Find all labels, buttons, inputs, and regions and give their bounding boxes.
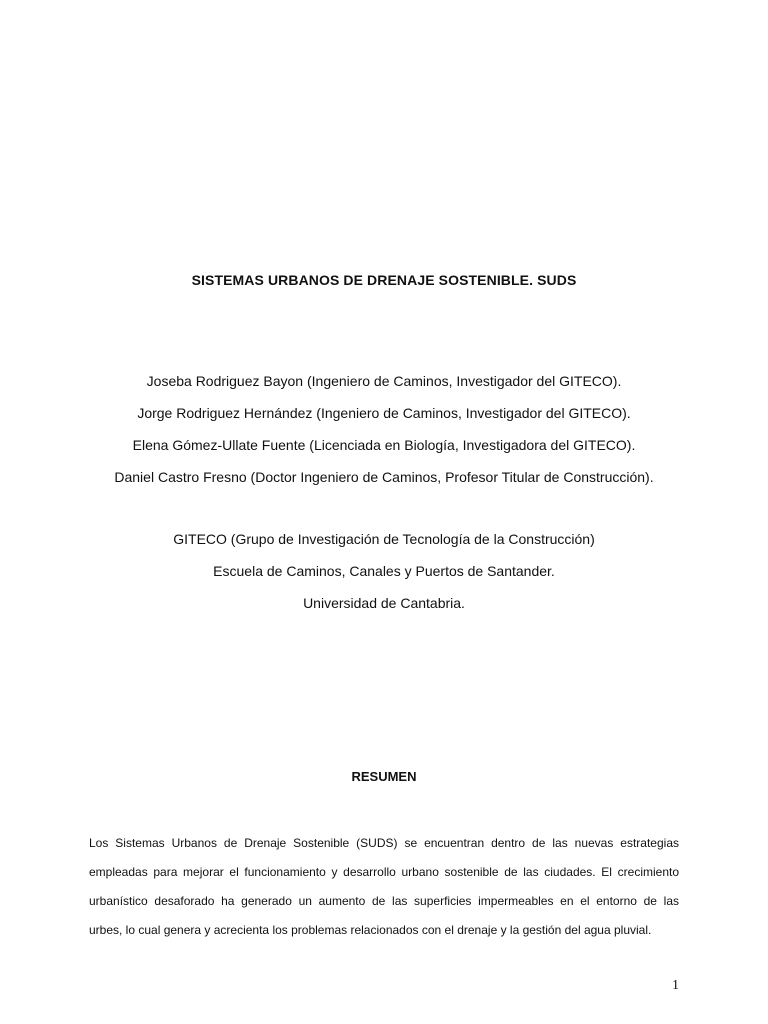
abstract-line: urbanístico desaforado ha generado un aumento de las superficies impermeables en el entorno de las <box>89 894 679 908</box>
author-line: Joseba Rodriguez Bayon (Ingeniero de Caminos, Investigador del GITECO). <box>146 373 622 389</box>
abstract-line: Los Sistemas Urbanos de Drenaje Sostenible (SUDS) se encuentran dentro de las nuevas estrategias <box>89 836 679 850</box>
author-line: Jorge Rodriguez Hernández (Ingeniero de Caminos, Investigador del GITECO). <box>137 405 631 421</box>
author-list <box>0 372 768 500</box>
abstract-text <box>89 829 679 945</box>
affiliation-line: Escuela de Caminos, Canales y Puertos de Santander. <box>213 563 555 579</box>
abstract-line: urbes, lo cual genera y acrecienta los problemas relacionados con el drenaje y la gestión del agua pluvial. <box>89 923 652 937</box>
paper-title: SISTEMAS URBANOS DE DRENAJE SOSTENIBLE. SUDS <box>191 272 577 288</box>
page-number: 1 <box>672 978 679 993</box>
author-line: Daniel Castro Fresno (Doctor Ingeniero de Caminos, Profesor Titular de Construcción). <box>114 469 654 485</box>
abstract-line: empleadas para mejorar el funcionamiento y desarrollo urbano sostenible de las ciudades. El crecimiento <box>89 865 679 879</box>
affiliation-line: Universidad de Cantabria. <box>303 595 465 611</box>
author-line: Elena Gómez-Ullate Fuente (Licenciada en Biología, Investigadora del GITECO). <box>132 437 636 453</box>
affiliation-line: GITECO (Grupo de Investigación de Tecnología de la Construcción) <box>173 531 595 547</box>
affiliation-block <box>0 530 768 626</box>
abstract-heading: RESUMEN <box>351 769 417 784</box>
